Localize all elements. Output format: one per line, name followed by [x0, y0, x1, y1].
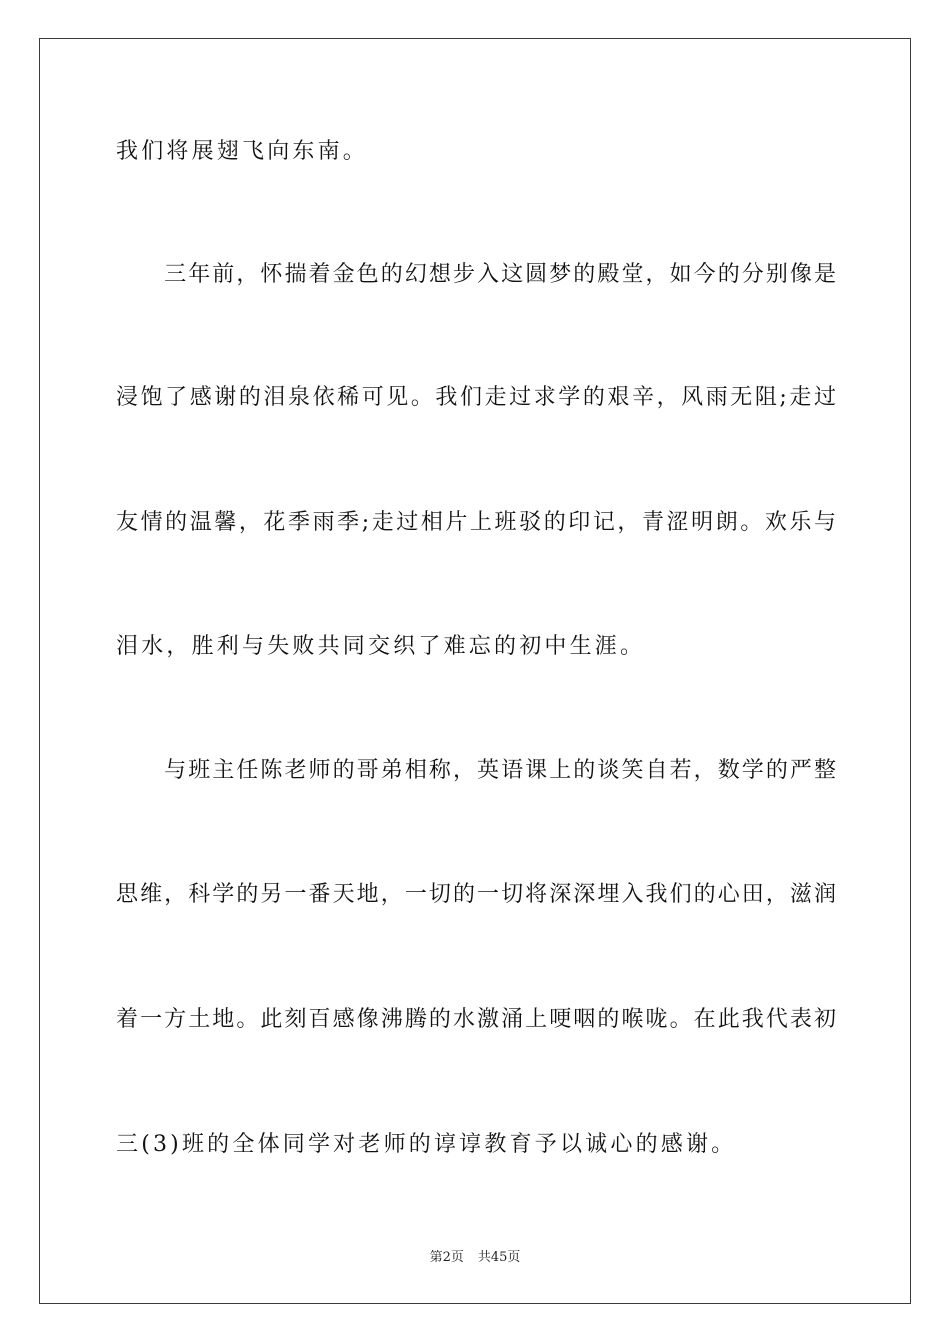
page-number: 第2页 [429, 1250, 464, 1265]
text-line-2: 三年前，怀揣着金色的幻想步入这圆梦的殿堂，如今的分别像是 [116, 262, 836, 287]
text-line-8: 着一方土地。此刻百感像沸腾的水激涌上哽咽的喉咙。在此我代表初 [116, 1007, 836, 1032]
text-line-1: 我们将展翅飞向东南。 [116, 139, 369, 164]
page-border [39, 38, 911, 1304]
page-footer [0, 1246, 950, 1265]
text-line-5: 泪水，胜利与失败共同交织了难忘的初中生涯。 [116, 634, 646, 659]
text-line-6: 与班主任陈老师的哥弟相称，英语课上的谈笑自若，数学的严整 [116, 758, 836, 783]
text-line-9: 三(3)班的全体同学对老师的谆谆教育予以诚心的感谢。 [116, 1132, 737, 1157]
text-line-4: 友情的温馨，花季雨季;走过相片上班驳的印记，青涩明朗。欢乐与 [116, 510, 836, 535]
text-line-3: 浸饱了感谢的泪泉依稀可见。我们走过求学的艰辛，风雨无阻;走过 [116, 385, 836, 410]
page-total: 共45页 [477, 1250, 521, 1265]
text-line-7: 思维，科学的另一番天地，一切的一切将深深埋入我们的心田，滋润 [116, 882, 836, 907]
